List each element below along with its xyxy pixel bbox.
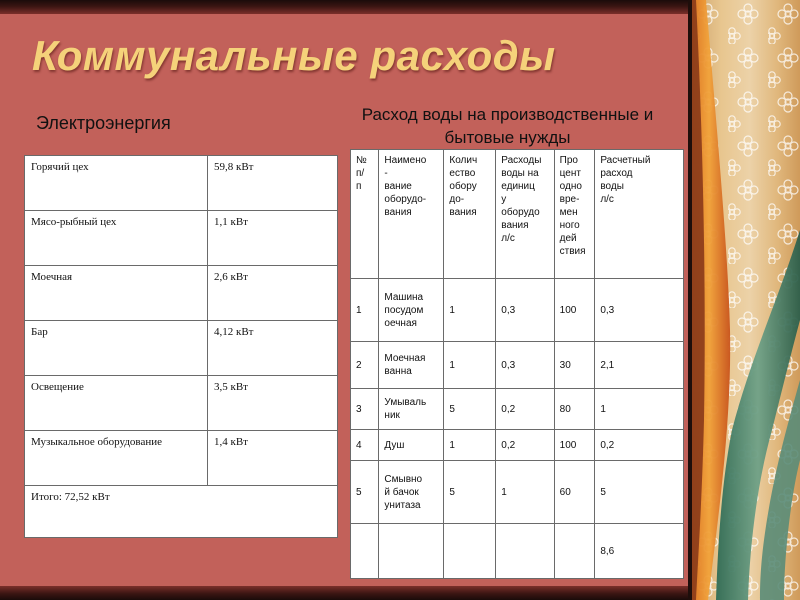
electricity-row: [25, 321, 338, 376]
equipment-name-cell: [379, 524, 444, 579]
equipment-name-cell: Горячий цех: [25, 156, 208, 211]
water-table-row: [351, 342, 684, 389]
water-heading: Расход воды на производственные и бытовые нужды: [361, 105, 654, 147]
water-table-row: [351, 461, 684, 524]
simultaneity-percent-cell: 60: [554, 461, 595, 524]
unit-flow-cell: 0,3: [496, 342, 554, 389]
electricity-row: [25, 376, 338, 431]
equipment-count-cell: [444, 524, 496, 579]
water-consumption-table: [350, 149, 684, 579]
electricity-table: [24, 155, 338, 538]
unit-flow-cell: 0,3: [496, 279, 554, 342]
column-header: Расходы воды на единиц у оборудо вания л/с: [496, 150, 554, 279]
calculated-flow-cell: 0,3: [595, 279, 684, 342]
water-table-row: [351, 430, 684, 461]
column-header: Колич ество обору до- вания: [444, 150, 496, 279]
equipment-count-cell: 5: [444, 461, 496, 524]
simultaneity-percent-cell: 80: [554, 389, 595, 430]
equipment-name-cell: Моечная: [25, 266, 208, 321]
calculated-flow-cell: 2,1: [595, 342, 684, 389]
row-number-cell: 4: [351, 430, 379, 461]
row-number-cell: 5: [351, 461, 379, 524]
equipment-name-cell: Смывно й бачок унитаза: [379, 461, 444, 524]
electricity-total-row: [25, 486, 338, 538]
column-header: № п/ п: [351, 150, 379, 279]
column-header: Про цент одно вре- мен ного дей ствия: [554, 150, 595, 279]
equipment-name-cell: Умываль ник: [379, 389, 444, 430]
equipment-name-cell: Моечная ванна: [379, 342, 444, 389]
column-header: Расчетный расход воды л/с: [595, 150, 684, 279]
calculated-flow-cell: 1: [595, 389, 684, 430]
power-value-cell: 1,1 кВт: [208, 211, 338, 266]
bottom-dark-frame: [0, 586, 690, 600]
equipment-name-cell: Бар: [25, 321, 208, 376]
water-table-row: [351, 279, 684, 342]
unit-flow-cell: 1: [496, 461, 554, 524]
electricity-heading: Электроэнергия: [36, 113, 171, 133]
water-table-header: [351, 150, 684, 279]
simultaneity-percent-cell: [554, 524, 595, 579]
simultaneity-percent-cell: 30: [554, 342, 595, 389]
equipment-name-cell: Музыкальное оборудование: [25, 431, 208, 486]
power-value-cell: 3,5 кВт: [208, 376, 338, 431]
row-number-cell: [351, 524, 379, 579]
equipment-name-cell: Освещение: [25, 376, 208, 431]
floral-pattern-graphic: [688, 0, 800, 600]
equipment-count-cell: 5: [444, 389, 496, 430]
row-number-cell: 1: [351, 279, 379, 342]
water-table-row: [351, 524, 684, 579]
simultaneity-percent-cell: 100: [554, 279, 595, 342]
equipment-count-cell: 1: [444, 342, 496, 389]
equipment-name-cell: Душ: [379, 430, 444, 461]
calculated-flow-cell: 5: [595, 461, 684, 524]
calculated-flow-cell: 0,2: [595, 430, 684, 461]
row-number-cell: 3: [351, 389, 379, 430]
row-number-cell: 2: [351, 342, 379, 389]
water-table-row: [351, 389, 684, 430]
electricity-row: [25, 211, 338, 266]
equipment-name-cell: Мясо-рыбный цех: [25, 211, 208, 266]
electricity-row: [25, 156, 338, 211]
equipment-count-cell: 1: [444, 430, 496, 461]
column-header: Наимено - вание оборудо- вания: [379, 150, 444, 279]
unit-flow-cell: [496, 524, 554, 579]
power-value-cell: 2,6 кВт: [208, 266, 338, 321]
unit-flow-cell: 0,2: [496, 389, 554, 430]
power-value-cell: 59,8 кВт: [208, 156, 338, 211]
top-dark-frame: [0, 0, 690, 14]
power-value-cell: 1,4 кВт: [208, 431, 338, 486]
electricity-row: [25, 431, 338, 486]
equipment-count-cell: 1: [444, 279, 496, 342]
calculated-flow-cell: 8,6: [595, 524, 684, 579]
simultaneity-percent-cell: 100: [554, 430, 595, 461]
electricity-row: [25, 266, 338, 321]
electricity-total-cell: Итого: 72,52 кВт: [25, 486, 338, 538]
slide-title: Коммунальные расходы: [32, 32, 556, 79]
decorative-side-panel: [688, 0, 800, 600]
unit-flow-cell: 0,2: [496, 430, 554, 461]
power-value-cell: 4,12 кВт: [208, 321, 338, 376]
equipment-name-cell: Машина посудом оечная: [379, 279, 444, 342]
